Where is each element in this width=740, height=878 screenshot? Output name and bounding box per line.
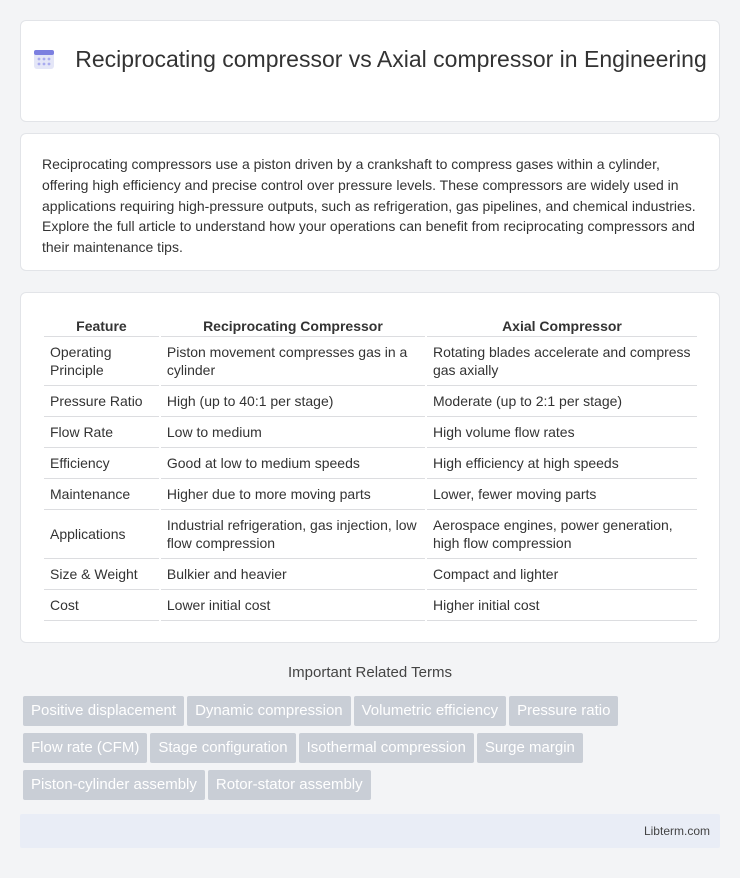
axial-cell: Lower, fewer moving parts <box>427 479 697 510</box>
feature-cell: Cost <box>44 590 159 621</box>
header-axial: Axial Compressor <box>427 315 697 337</box>
table-header-row <box>44 315 697 337</box>
table-row <box>44 448 697 479</box>
tag-positive-displacement[interactable]: Positive displacement <box>23 696 184 726</box>
header-feature: Feature <box>44 315 159 337</box>
tag-isothermal-compression[interactable]: Isothermal compression <box>299 733 474 763</box>
header-reciprocating: Reciprocating Compressor <box>161 315 425 337</box>
tag-rotor-stator-assembly[interactable]: Rotor-stator assembly <box>208 770 371 800</box>
tag-dynamic-compression[interactable]: Dynamic compression <box>187 696 351 726</box>
related-terms-heading: Important Related Terms <box>288 664 452 681</box>
table-row <box>44 479 697 510</box>
page-title: Reciprocating compressor vs Axial compressor in Engineering <box>75 46 707 72</box>
reciprocating-cell: Industrial refrigeration, gas injection, low flow compression <box>161 510 425 559</box>
footer <box>20 814 720 848</box>
table-row <box>44 590 697 621</box>
reciprocating-cell: High (up to 40:1 per stage) <box>161 386 425 417</box>
table-row <box>44 510 697 559</box>
axial-cell: High efficiency at high speeds <box>427 448 697 479</box>
table-row <box>44 417 697 448</box>
tag-volumetric-efficiency[interactable]: Volumetric efficiency <box>354 696 506 726</box>
feature-cell: Size & Weight <box>44 559 159 590</box>
table-row <box>44 559 697 590</box>
tag-row <box>23 696 713 733</box>
feature-cell: Flow Rate <box>44 417 159 448</box>
comparison-table <box>42 315 699 621</box>
tag-pressure-ratio[interactable]: Pressure ratio <box>509 696 618 726</box>
reciprocating-cell: Good at low to medium speeds <box>161 448 425 479</box>
axial-cell: Aerospace engines, power generation, high flow compression <box>427 510 697 559</box>
page-title-block <box>21 45 719 74</box>
feature-cell: Pressure Ratio <box>44 386 159 417</box>
table-row <box>44 386 697 417</box>
reciprocating-cell: Low to medium <box>161 417 425 448</box>
intro-card <box>20 133 720 271</box>
tag-surge-margin[interactable]: Surge margin <box>477 733 583 763</box>
tag-flow-rate[interactable]: Flow rate (CFM) <box>23 733 147 763</box>
feature-cell: Maintenance <box>44 479 159 510</box>
axial-cell: Moderate (up to 2:1 per stage) <box>427 386 697 417</box>
calendar-icon <box>33 48 55 70</box>
feature-cell: Applications <box>44 510 159 559</box>
axial-cell: Higher initial cost <box>427 590 697 621</box>
tag-stage-configuration[interactable]: Stage configuration <box>150 733 295 763</box>
comparison-card <box>20 292 720 643</box>
title-card <box>20 20 720 122</box>
related-terms-tags <box>23 696 713 807</box>
feature-cell: Efficiency <box>44 448 159 479</box>
axial-cell: Compact and lighter <box>427 559 697 590</box>
reciprocating-cell: Lower initial cost <box>161 590 425 621</box>
axial-cell: Rotating blades accelerate and compress gas axially <box>427 337 697 386</box>
footer-site-link[interactable]: Libterm.com <box>643 824 710 838</box>
tag-row <box>23 733 713 770</box>
reciprocating-cell: Bulkier and heavier <box>161 559 425 590</box>
axial-cell: High volume flow rates <box>427 417 697 448</box>
feature-cell: Operating Principle <box>44 337 159 386</box>
table-row <box>44 337 697 386</box>
tag-row <box>23 770 713 807</box>
reciprocating-cell: Piston movement compresses gas in a cylinder <box>161 337 425 386</box>
reciprocating-cell: Higher due to more moving parts <box>161 479 425 510</box>
tag-piston-cylinder-assembly[interactable]: Piston-cylinder assembly <box>23 770 205 800</box>
intro-paragraph: Reciprocating compressors use a piston driven by a crankshaft to compress gases within a cylinder, offering high efficiency and precise control over pressure levels. These compressors are widely used in applications requiring high-pressure outputs, such as refrigeration, gas pipelines, and chemical industries. Explore the full article to understand how your operations can benefit from reciprocating compressors and their maintenance tips. <box>42 156 696 256</box>
